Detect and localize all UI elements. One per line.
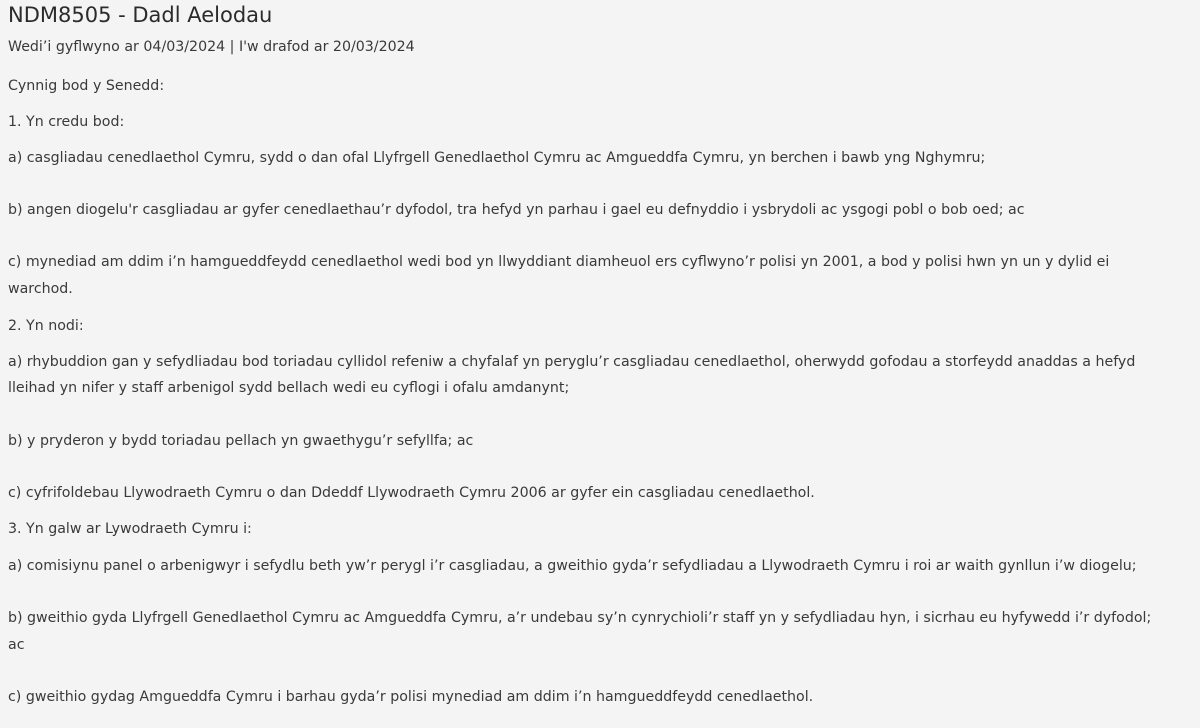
section-1-heading: 1. Yn credu bod: [8, 114, 125, 130]
section-1-item-c-line-1: c) mynediad am ddim i’n hamgueddfeydd cenedlaethol wedi bod yn llwyddiant diamheuol ers cyflwyno’r polisi yn 2001, a bod y polisi hwn yn un y dylid ei [8, 254, 1110, 270]
section-2-item-b: b) y pryderon y bydd toriadau pellach yn gwaethygu’r sefyllfa; ac [8, 433, 474, 449]
section-3-item-b-line-1: b) gweithio gyda Llyfrgell Genedlaethol Cymru ac Amgueddfa Cymru, a’r undebau sy’n cynrychioli’r staff yn y sefydliadau hyn, i sicrhau eu hyfywedd i’r dyfodol; [8, 610, 1152, 626]
section-3-item-a: a) comisiynu panel o arbenigwyr i sefydlu beth yw’r perygl i’r casgliadau, a gweithio gyda’r sefydliadau a Llywodraeth Cymru i roi ar waith gynllun i’w diogelu; [8, 558, 1137, 574]
motion-dates: Wedi’i gyflwyno ar 04/03/2024 | I'w drafod ar 20/03/2024 [8, 39, 415, 55]
motion-intro: Cynnig bod y Senedd: [8, 78, 165, 94]
section-2-heading: 2. Yn nodi: [8, 318, 84, 334]
section-2-item-a-line-1: a) rhybuddion gan y sefydliadau bod toriadau cyllidol refeniw a chyfalaf yn peryglu’r casgliadau cenedlaethol, oherwydd gofodau a storfeydd anaddas a hefyd [8, 354, 1136, 370]
section-3-item-c: c) gweithio gydag Amgueddfa Cymru i barhau gyda’r polisi mynediad am ddim i’n hamgueddfeydd cenedlaethol. [8, 689, 814, 705]
section-2-item-c: c) cyfrifoldebau Llywodraeth Cymru o dan Ddeddf Llywodraeth Cymru 2006 ar gyfer ein casgliadau cenedlaethol. [8, 485, 815, 501]
section-3-heading: 3. Yn galw ar Lywodraeth Cymru i: [8, 521, 252, 537]
section-1-item-c-line-2: warchod. [8, 281, 73, 297]
section-1-item-a: a) casgliadau cenedlaethol Cymru, sydd o dan ofal Llyfrgell Genedlaethol Cymru ac Amgueddfa Cymru, yn berchen i bawb yng Nghymru; [8, 150, 986, 166]
page-title: NDM8505 - Dadl Aelodau [8, 3, 273, 27]
section-3-item-b-line-2: ac [8, 637, 25, 653]
section-1-item-b: b) angen diogelu'r casgliadau ar gyfer cenedlaethau’r dyfodol, tra hefyd yn parhau i gael eu defnyddio i ysbrydoli ac ysgogi pobl o bob oed; ac [8, 202, 1025, 218]
section-2-item-a-line-2: lleihad yn nifer y staff arbenigol sydd bellach wedi eu cyflogi i ofalu amdanynt; [8, 380, 570, 396]
